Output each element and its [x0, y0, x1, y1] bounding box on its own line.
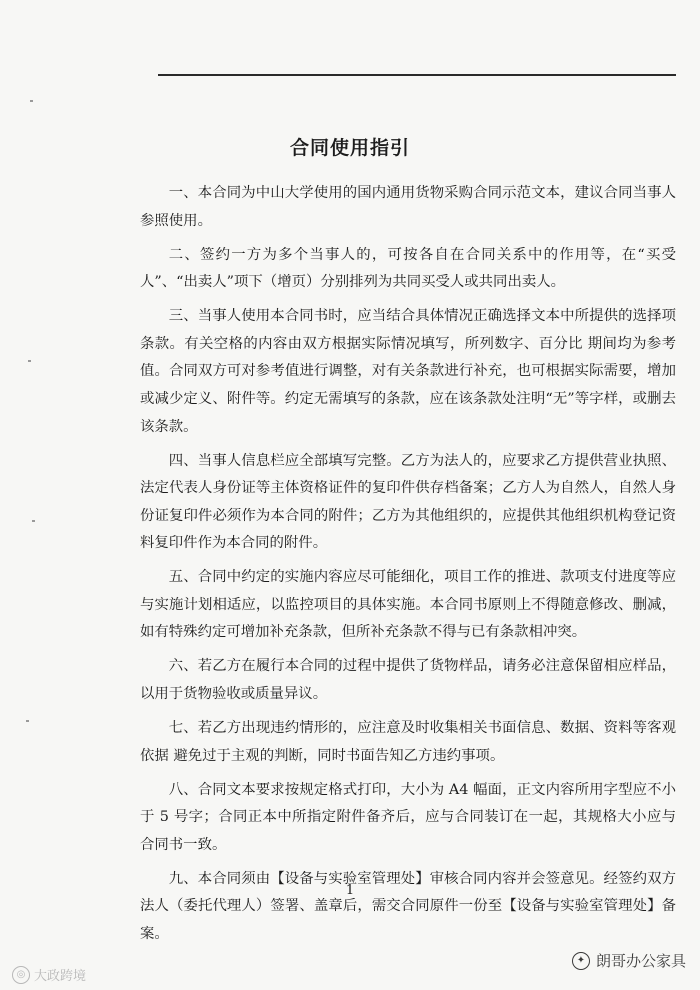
paragraph-7: 七、若乙方出现违约情形的，应注意及时收集相关书面信息、数据、资料等客观依据 避免过于主观的判断，同时书面告知乙方违约事项。: [140, 720, 676, 764]
scan-speck: [30, 100, 33, 102]
paragraph-5: 五、合同中约定的实施内容应尽可能细化，项目工作的推进、款项支付进度等应与实施计划相适应，以监控项目的具体实施。本合同书原则上不得随意修改、删减，如有特殊约定可增加补充条款，但所补充条款不得与已有条款相冲突。: [140, 569, 676, 641]
page-number: 1: [345, 883, 355, 898]
paragraph-4: 四、当事人信息栏应全部填写完整。乙方为法人的，应要求乙方提供营业执照、法定代表人身份证等主体资格证件的复印件供存档备案；乙方人为自然人，自然人身份证复印件必须作为本合同的附件；乙方为其他组织的，应提供其他组织机构登记资料复印件作为本合同的附件。: [140, 452, 676, 552]
scan-speck: [26, 720, 29, 722]
watermark-right-text: 朗哥办公家具: [595, 952, 686, 970]
paragraph-2: 二、签约一方为多个当事人的，可按各自在合同关系中的作用等，在“买受人”、“出卖人”项下（增页）分别排列为共同买受人或共同出卖人。: [140, 246, 676, 291]
paragraph-8: 八、合同文本要求按规定格式打印，大小为 A4 幅面，正文内容所用字型应不小于 5 号字；合同正本中所指定附件备齐后，应与合同装订在一起，其规格大小应与合同书一致。: [140, 781, 676, 853]
document-body: [140, 180, 676, 955]
watermark-left-text: 大政跨境: [34, 969, 87, 984]
header-rule: [158, 74, 676, 76]
watermark-left: [12, 965, 86, 984]
scan-speck: [28, 360, 31, 362]
weibo-icon: ◎: [12, 966, 30, 984]
page-title: 合同使用指引: [289, 137, 410, 159]
paragraph-6: 六、若乙方在履行本合同的过程中提供了货物样品，请务必注意保留相应样品，以用于货物验收或质量异议。: [140, 658, 676, 703]
watermark-right: [572, 950, 686, 971]
wechat-icon: ✦: [572, 952, 590, 970]
paragraph-9: 九、本合同须由【设备与实验室管理处】审核合同内容并会签意见。经签约双方法人（委托代理人）签署、盖章后，需交合同原件一份至【设备与实验室管理处】备案。: [140, 870, 676, 942]
paragraph-1: 一、本合同为中山大学使用的国内通用货物采购合同示范文本，建议合同当事人参照使用。: [140, 185, 676, 229]
paragraph-3: 三、当事人使用本合同书时，应当结合具体情况正确选择文本中所提供的选择项条款。有关空格的内容由双方根据实际情况填写，所列数字、百分比 期间均为参考值。合同双方可对参考值进行调整，对有关条款进行补充，也可根据实际需要，增加或减少定义、附件等。约定无需填写的条款，应在该条款处注明“无”等字样，或删去该条款。: [140, 308, 676, 435]
scan-speck: [32, 520, 35, 522]
